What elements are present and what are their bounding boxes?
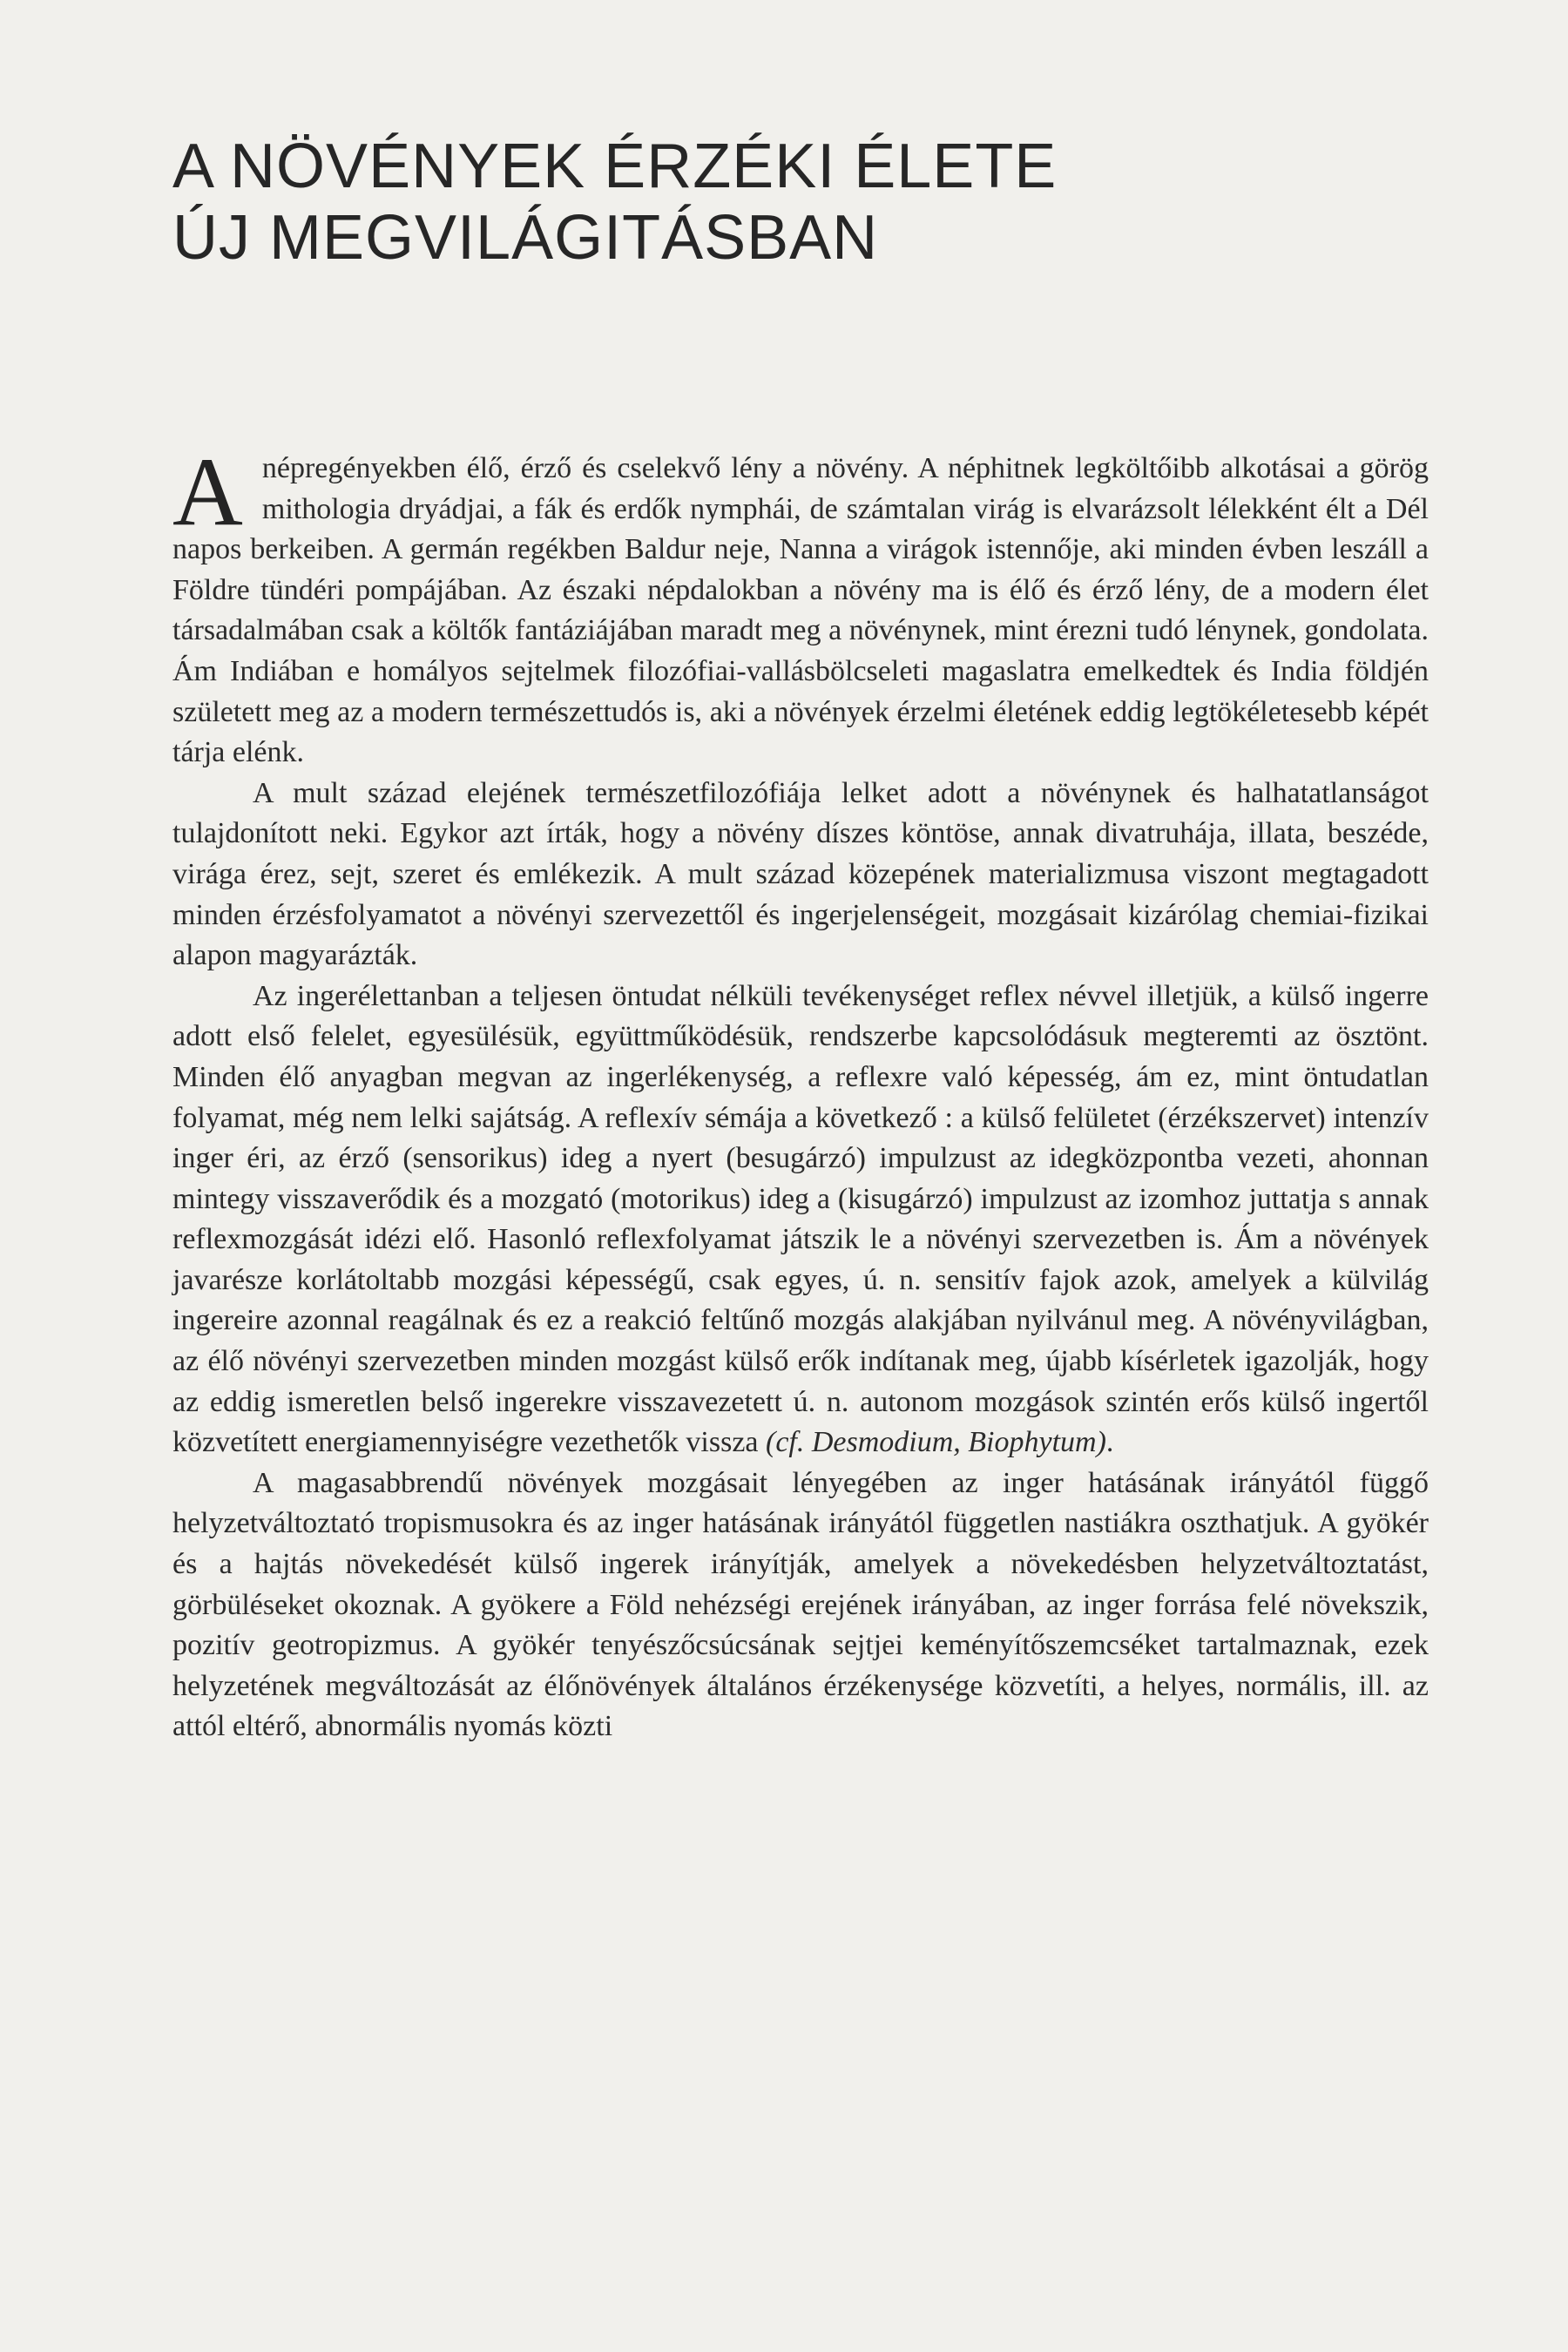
paragraph-1 xyxy=(172,438,1429,774)
paragraph-2: A mult század elejének természetfilozófiája lelket adott a növénynek és halhatatlanságot tulajdonított neki. Egykor azt írták, hogy a növény díszes köntöse, annak divatruhája, illata, beszéde, virága érez, sejt, szeret és emlékezik. A mult század közepének materializmusa viszont megtagadott minden érzésfolyamatot a növényi szervezettől és ingerjelenségeit, mozgásait kizárólag chemiai-fizikai alapon magyarázták. xyxy=(172,776,1429,972)
title-line-1: A NÖVÉNYEK ÉRZÉKI ÉLETE xyxy=(172,132,1058,201)
article-title xyxy=(172,131,1409,274)
paragraph-3-text: Az ingerélettanban a teljesen öntudat nélküli tevékenységet reflex névvel illetjük, a külső ingerre adott első felelet, egyesülésük, együttműködésük, rendszerbe kapcsolódásuk megteremti az ösztönt. Minden élő anyagban megvan az ingerlékenység, a reflexre való képesség, ám ez, mint öntudatlan folyamat, még nem lelki sajátság. A reflexív sémája a következő : a külső felületet (érzékszervet) intenzív inger éri, az érző (sensorikus) ideg a nyert (besugárzó) impulzust az idegközpontba vezeti, ahonnan mintegy visszaverődik és a mozgató (motorikus) ideg a (kisugárzó) impulzust az izomhoz juttatja s annak reflexmozgását idézi elő. Hasonló reflexfolyamat játszik le a növényi szervezetben is. Ám a növények javarésze korlátoltabb mozgási képességű, csak egyes, ú. n. sensitív fajok azok, amelyek a külvilág ingereire azonnal reagálnak és ez a reakció feltűnő mozgás alakjában nyilvánul meg. A növényvilágban, az élő növényi szervezetben minden mozgást külső erők indítanak meg, újabb kísérletek igazolják, hogy az eddig ismeretlen belső ingerekre visszavezetett ú. n. autonom mozgások szintén erős külső ingertől közvetített energiamennyiségre vezethetők vissza xyxy=(172,979,1429,1459)
drop-cap: A xyxy=(172,438,243,546)
species-reference: (cf. Desmodium, Biophytum) xyxy=(766,1426,1106,1459)
paragraph-1-text: népregényekben élő, érző és cselekvő lény a növény. A néphitnek legköltőibb alkotásai a görög mithologia dryádjai, a fák és erdők nymphái, de számtalan virág is elvarázsolt lélekként élt a Dél napos berkeiben. A germán regékben Baldur neje, Nanna a virágok istennője, aki minden évben leszáll a Földre tündéri pompájában. Az északi népdalokban a növény ma is élő és érző lény, de a modern élet társadalmában csak a költők fantáziájában maradt meg a növénynek, mint érezni tudó lénynek, gondolata. Ám Indiában e homályos sejtelmek filozófiai-vallásbölcseleti magaslatra emelkedtek és India földjén született meg az a modern természettudós is, aki a növények érzelmi életének eddig legtökéletesebb képét tárja elénk. xyxy=(172,452,1429,769)
paragraph-3 xyxy=(172,977,1429,1463)
article-body xyxy=(172,438,1429,1747)
paragraph-3-end: . xyxy=(1105,1426,1114,1459)
title-line-2: ÚJ MEGVILÁGITÁSBAN xyxy=(172,203,879,273)
paragraph-4: A magasabbrendű növények mozgásait lényegében az inger hatásának irányától függő helyzetváltoztató tropismusokra és az inger hatásának irányától független nastiákra oszthatjuk. A gyökér és a hajtás növekedését külső ingerek irányítják, amelyek a növekedésben helyzetváltoztatást, görbüléseket okoznak. A gyökere a Föld nehézségi erejének irányában, az inger forrása felé növekszik, pozitív geotropizmus. A gyökér tenyészőcsúcsának sejtjei keményítőszemcséket tartalmaznak, ezek helyzetének megváltozását az élőnövények általános érzékenysége közvetíti, a helyes, normális, ill. az attól eltérő, abnormális nyomás közti xyxy=(172,1466,1429,1743)
